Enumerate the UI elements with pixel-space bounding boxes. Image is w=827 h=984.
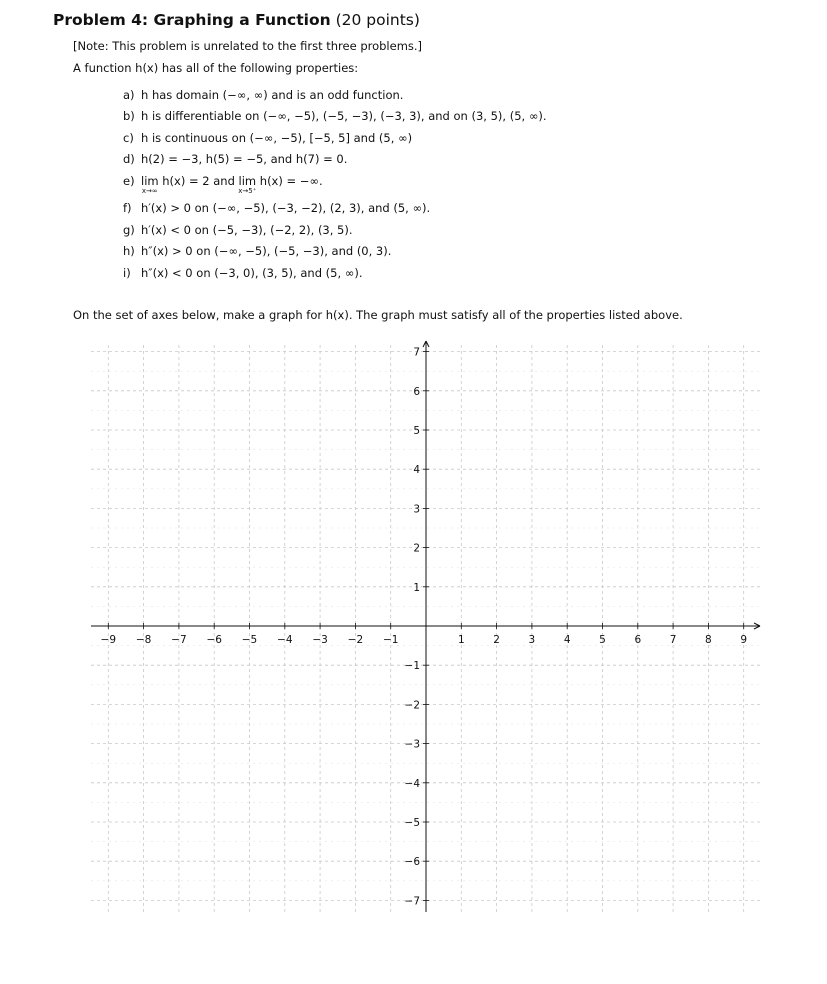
y-tick-label: 1 — [413, 581, 420, 594]
y-tick-label: −7 — [404, 895, 420, 908]
x-tick-label: 8 — [705, 634, 712, 646]
property-text: h has domain (−∞, ∞) and is an odd function. — [141, 88, 404, 102]
property-text: h is differentiable on (−∞, −5), (−5, −3), (−3, 3), and on (3, 5), (5, ∞). — [141, 109, 547, 123]
x-tick-label: −1 — [382, 634, 399, 646]
y-tick-label: 4 — [413, 464, 420, 477]
y-tick-label: −2 — [404, 699, 420, 712]
property-label: f) — [123, 201, 132, 215]
x-tick-label: 5 — [599, 634, 606, 646]
x-tick-label: −8 — [135, 634, 152, 646]
problem-note: [Note: This problem is unrelated to the first three problems.] — [73, 39, 423, 53]
y-tick-label: −1 — [404, 660, 420, 673]
axes — [91, 341, 760, 912]
problem-points: (20 points) — [335, 11, 420, 29]
x-tick-label: 9 — [740, 634, 748, 646]
property-e-end: h(x) = −∞. — [256, 174, 323, 188]
property-label: h) — [123, 244, 135, 258]
property-label: e) — [123, 174, 135, 188]
property-e-middle: h(x) = 2 and — [158, 174, 239, 188]
property-label: d) — [123, 152, 135, 166]
x-tick-label: −4 — [277, 634, 293, 646]
tick-labels — [101, 347, 747, 908]
x-tick-label: 2 — [493, 634, 500, 646]
property-label: a) — [123, 88, 135, 102]
x-tick-label: −5 — [241, 634, 258, 646]
property-text: h(2) = −3, h(5) = −5, and h(7) = 0. — [141, 152, 348, 166]
x-tick-label: 1 — [457, 634, 465, 646]
x-tick-label: 7 — [669, 634, 677, 646]
limit-2-subscript: x→5⁺ — [238, 187, 257, 195]
x-tick-label: −2 — [347, 634, 364, 646]
y-tick-label: 2 — [413, 542, 420, 555]
y-tick-label: −4 — [404, 777, 420, 790]
x-tick-label: 4 — [563, 634, 571, 646]
problem-intro: A function h(x) has all of the following properties: — [73, 61, 359, 75]
graph-instruction: On the set of axes below, make a graph for h(x). The graph must satisfy all of the properties listed above. — [73, 308, 683, 322]
limit-2-word: lim — [238, 174, 257, 188]
x-tick-label: −7 — [171, 634, 187, 646]
y-tick-label: 3 — [413, 503, 420, 516]
property-text: h is continuous on (−∞, −5), [−5, 5] and (5, ∞) — [141, 131, 413, 145]
y-tick-label: 5 — [413, 425, 420, 437]
property-text: h″(x) > 0 on (−∞, −5), (−5, −3), and (0, 3). — [141, 244, 392, 258]
limit-1-subscript: x→∞ — [141, 187, 158, 195]
property-label: c) — [123, 131, 134, 145]
y-tick-label: −5 — [404, 817, 420, 829]
property-label: g) — [123, 223, 135, 237]
y-tick-label: 7 — [413, 346, 420, 359]
limit-1-word: lim — [141, 174, 159, 188]
x-tick-label: 6 — [634, 634, 642, 646]
y-tick-label: 6 — [413, 385, 420, 398]
property-text: h′(x) > 0 on (−∞, −5), (−3, −2), (2, 3), and (5, ∞). — [141, 201, 431, 215]
x-tick-label: −3 — [312, 634, 328, 646]
y-tick-label: −6 — [404, 856, 420, 869]
x-tick-label: −6 — [206, 634, 222, 646]
property-text: h″(x) < 0 on (−3, 0), (3, 5), and (5, ∞). — [141, 266, 363, 280]
property-label: i) — [123, 266, 131, 280]
property-label: b) — [123, 109, 135, 123]
y-tick-label: −3 — [404, 738, 420, 751]
problem-title-main: Problem 4: Graphing a Function — [53, 11, 331, 29]
x-tick-label: 3 — [528, 634, 536, 646]
property-text: h′(x) < 0 on (−5, −3), (−2, 2), (3, 5). — [141, 223, 353, 237]
x-tick-label: −9 — [100, 634, 117, 646]
